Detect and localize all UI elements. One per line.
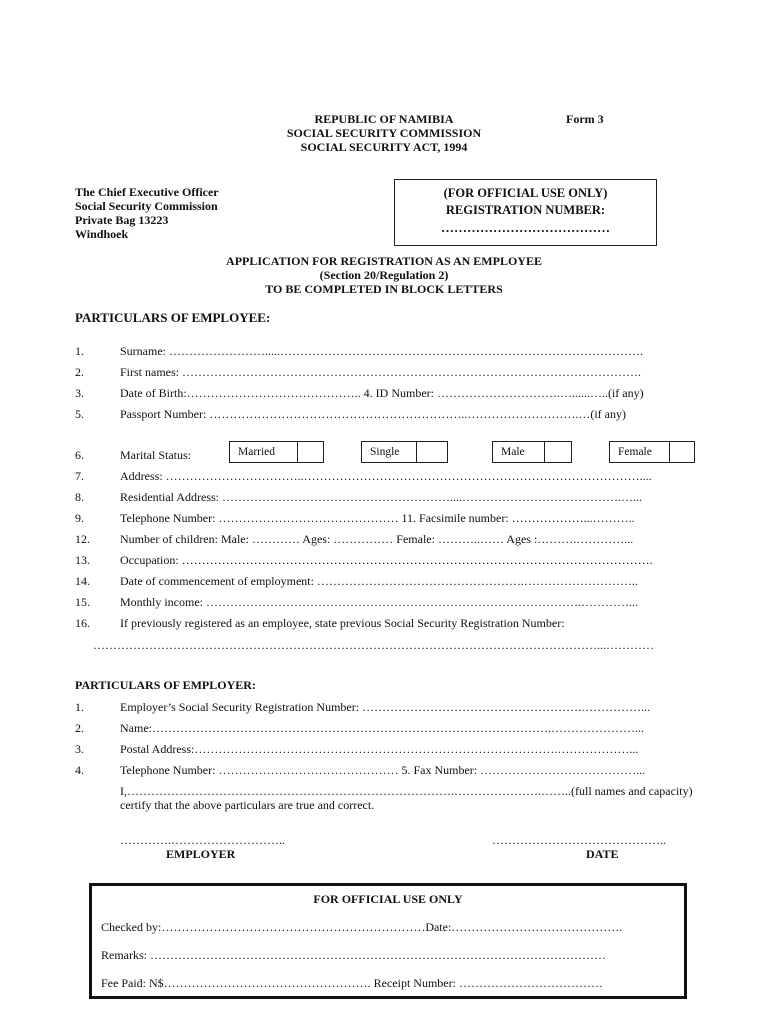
female-label: Female [610, 442, 670, 462]
address-line-2: Social Security Commission [75, 199, 218, 213]
row-number: 2. [75, 365, 84, 379]
registration-number-field[interactable]: ………………………………… [441, 220, 610, 235]
male-label: Male [493, 442, 545, 462]
row-number: 1. [75, 344, 84, 358]
checked-by-field[interactable]: Checked by:…………………………………………………………Date:……………………………………. [101, 920, 623, 934]
children-field[interactable]: Number of children: Male: ………… Ages: …………… Female: ………..…… Ages :……….…………... [120, 532, 634, 546]
single-label: Single [362, 442, 417, 462]
married-label: Married [230, 442, 298, 462]
row-number: 3. [75, 742, 84, 756]
row-number: 5. [75, 407, 84, 421]
row-number: 15. [75, 595, 90, 609]
married-checkbox[interactable] [229, 441, 324, 463]
declaration-full-names-field[interactable]: I,……………………………………………………………………….………………….……..(full names and capacity) [120, 784, 693, 798]
employee-section-heading: PARTICULARS OF EMPLOYEE: [75, 310, 271, 325]
employer-registration-field[interactable]: Employer’s Social Security Registration Number: ……………………………………………….……………... [120, 700, 651, 714]
row-number: 4. [75, 763, 84, 777]
previous-registration-label: If previously registered as an employee, state previous Social Security Registration Number: [120, 616, 565, 630]
row-number: 2. [75, 721, 84, 735]
address-line-1: The Chief Executive Officer [75, 185, 219, 199]
form-section: (Section 20/Regulation 2) [319, 268, 449, 282]
row-number: 9. [75, 511, 84, 525]
monthly-income-field[interactable]: Monthly income: ………………………………………………………………………………….…………... [120, 595, 638, 609]
row-number: 3. [75, 386, 84, 400]
employer-signature-label: EMPLOYER [166, 847, 236, 861]
form-title: APPLICATION FOR REGISTRATION AS AN EMPLOYEE [226, 254, 542, 268]
address-line-3: Private Bag 13223 [75, 213, 169, 227]
row-number: 1. [75, 700, 84, 714]
telephone-fax-field[interactable]: Telephone Number: ……………………………………… 11. Facsimile number: ………………...……….. [120, 511, 635, 525]
official-use-footer [89, 883, 687, 999]
signature-date-field[interactable]: …………………………………….. [492, 833, 666, 847]
official-use-box [394, 179, 657, 246]
remarks-field[interactable]: Remarks: …………………………………………………………………………………………………… [101, 948, 606, 962]
address-line-4: Windhoek [75, 227, 129, 241]
form-number: Form 3 [566, 112, 604, 126]
declaration-text: certify that the above particulars are true and correct. [120, 798, 375, 812]
row-number: 7. [75, 469, 84, 483]
residential-address-field[interactable]: Residential Address: …………………………………………………....………………………………….…... [120, 490, 642, 504]
employer-name-field[interactable]: Name:……………………………………………………………………………………….…………………... [120, 721, 644, 735]
male-checkbox[interactable] [492, 441, 572, 463]
official-use-label: (FOR OFFICIAL USE ONLY) [443, 186, 608, 200]
female-checkbox[interactable] [609, 441, 695, 463]
employer-telephone-fax-field[interactable]: Telephone Number: ……………………………………… 5. Fax Number: …………………………………... [120, 763, 646, 777]
registration-number-label: REGISTRATION NUMBER: [445, 203, 606, 217]
marital-status-label: Marital Status: [120, 448, 191, 462]
date-label: DATE [586, 847, 619, 861]
header-republic: REPUBLIC OF NAMIBIA [314, 112, 454, 126]
official-footer-title: FOR OFFICIAL USE ONLY [313, 892, 463, 906]
row-number: 6. [75, 448, 84, 462]
header-commission: SOCIAL SECURITY COMMISSION [286, 126, 482, 140]
employer-postal-field[interactable]: Postal Address:……………………………………………………………………………….………………... [120, 742, 639, 756]
header-act: SOCIAL SECURITY ACT, 1994 [300, 140, 468, 154]
dob-id-field[interactable]: Date of Birth:…………………………………….. 4. ID Number: ………………………….…......…..(if any) [120, 386, 644, 400]
form-instruction: TO BE COMPLETED IN BLOCK LETTERS [265, 282, 503, 296]
employer-signature-field[interactable]: ………….……………………….. [120, 833, 285, 847]
employer-section-heading: PARTICULARS OF EMPLOYER: [75, 678, 256, 692]
commencement-date-field[interactable]: Date of commencement of employment: …………………………………………….……………………….. [120, 574, 638, 588]
address-field[interactable]: Address: ……………………………..………………………………………………………………………….... [120, 469, 652, 483]
surname-field[interactable]: Surname: …………………….....………………………………………………………………………………. [120, 344, 643, 358]
row-number: 12. [75, 532, 90, 546]
previous-registration-field[interactable]: ………………………………………………………………………………………………………………...………… [93, 638, 654, 652]
single-checkbox[interactable] [361, 441, 448, 463]
fee-receipt-field[interactable]: Fee Paid: N$……………………………………………. Receipt Number: ……………………………… [101, 976, 603, 990]
row-number: 14. [75, 574, 90, 588]
first-names-field[interactable]: First names: ……………………………………………………………………………………………………. [120, 365, 641, 379]
passport-field[interactable]: Passport Number: ………………………………………………………..……………………….…(if any) [120, 407, 626, 421]
occupation-field[interactable]: Occupation: ………………………………………………………………………………………………………. [120, 553, 653, 567]
row-number: 13. [75, 553, 90, 567]
row-number: 16. [75, 616, 90, 630]
row-number: 8. [75, 490, 84, 504]
